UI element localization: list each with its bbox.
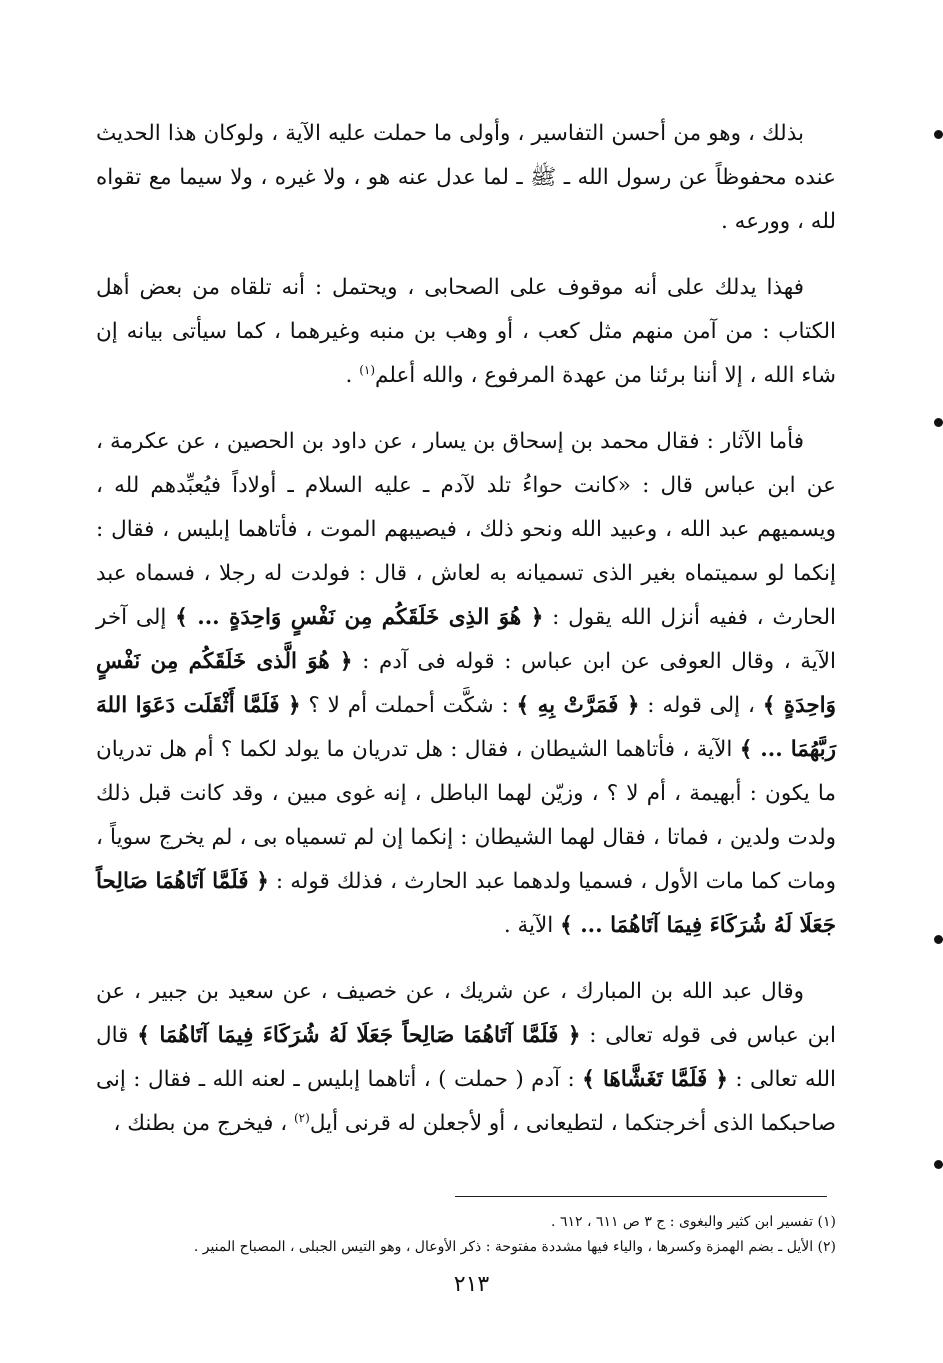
margin-dot — [934, 1160, 943, 1169]
text-segment: . — [345, 363, 360, 388]
quran-quote: ﴿ فَلَمَّا أَثْقَلَت دَعَوَا اللهَ رَبَّهُمَا ... ﴾ — [96, 693, 837, 762]
text-segment: ، فيخرج من بطنك ، — [113, 1111, 294, 1136]
footnote-divider — [455, 1196, 827, 1197]
page-number: ٢١٣ — [453, 1272, 490, 1297]
quran-quote: ﴿ فَلَمَّا آتَاهُمَا صَالِحاً جَعَلَا لَهُ شُرَكَاءَ فِيمَا آتَاهُمَا ... ﴾ — [96, 869, 836, 938]
paragraph-1 — [96, 112, 836, 244]
text-segment: فهذا يدلك على أنه موقوف على الصحابى ، ويحتمل : أنه تلقاه من بعض أهل الكتاب : من آمن منهم مثل كعب ، أو وهب بن منبه وغيرهما ، كما سيأتى بيانه إن شاء الله ، إلا أننا برئنا من عهدة المرفوع ، والله أعلم — [96, 275, 836, 388]
quran-quote: ﴿ هُوَ الذِى خَلَقَكُم مِن نَفْسٍ وَاحِدَةٍ ... ﴾ — [175, 605, 544, 630]
text-segment: فأما الآثار : فقال محمد بن إسحاق بن يسار ، عن داود بن الحصين ، عن عكرمة ، عن ابن عباس قال : «كانت حواءُ تلد لآدم ـ عليه السلام ـ أولاداً فيُعبِّدهم لله ، ويسميهم عبد الله ، وعبيد الله ونحو ذلك ، فيصيبهم الموت ، فأتاهما إبليس ، فقال : إنكما لو سميتماه بغير الذى تسميانه به لعاش ، قال : فولدت له رجلا ، فسماه عبد الحارث ، ففيه أنزل الله يقول : — [96, 429, 836, 630]
text-segment: : آدم ( حملت ) ، أتاهما إبليس ـ لعنه الله ـ فقال : إنى صاحبكما الذى أخرجتكما ، لتطيعانى ، أو لأجعلن له قرنى أيل — [96, 1067, 836, 1136]
text-segment: وقال عبد الله بن المبارك ، عن شريك ، عن خصيف ، عن سعيد بن جبير ، عن ابن عباس فى قوله تعالى : — [96, 979, 836, 1048]
text-segment: بذلك ، وهو من أحسن التفاسير ، وأولى ما حملت عليه الآية ، ولوكان هذا الحديث عنده محفوظاً عن رسول الله ـ ﷺ ـ لما عدل عنه هو ، ولا غيره ، ولا سيما مع تقواه لله ، وورعه . — [96, 121, 836, 234]
margin-dot — [934, 935, 943, 944]
footnote-ref: (١) — [359, 362, 376, 377]
page-body — [96, 112, 836, 1168]
margin-dot — [934, 130, 943, 139]
paragraph-3 — [96, 420, 836, 948]
quran-quote: ﴿ فَمَرَّتْ بِهِ ﴾ — [516, 693, 640, 718]
footnotes — [96, 1210, 836, 1260]
footnote-ref: (٢) — [293, 1110, 310, 1125]
footnote-1: (١) تفسير ابن كثير والبغوى : ج ٣ ص ٦١١ ، ٦١٢ . — [551, 1214, 836, 1230]
quran-quote: ﴿ فَلَمَّا تَغَشَّاهَا ﴾ — [582, 1067, 728, 1092]
text-segment: قال الله تعالى : — [96, 1023, 836, 1092]
margin-dot — [934, 418, 943, 427]
quran-quote: ﴿ هُوَ الَّذى خَلَقَكُم مِن نَفْسٍ وَاحِدَةٍ ﴾ — [96, 649, 836, 718]
quran-quote: ﴿ فَلَمَّا آتَاهُمَا صَالِحاً جَعَلَا لَهُ شُرَكَاءَ فِيمَا آتَاهُمَا ﴾ — [137, 1023, 581, 1048]
paragraph-2 — [96, 266, 836, 398]
text-segment: إلى آخر الآية ، وقال العوفى عن ابن عباس : قوله فى آدم : — [96, 605, 836, 674]
text-segment: : شكَّت أحملت أم لا ؟ — [300, 693, 517, 718]
paragraph-4 — [96, 970, 836, 1146]
text-segment: الآية ، فأتاهما الشيطان ، فقال : هل تدريان ما يولد لكما ؟ أم هل تدريان ما يكون : أبهيمة ، أم لا ؟ ، وزيّن لهما الباطل ، إنه غوى مبين ، وقد كانت قبل ذلك ولدت ولدين ، فماتا ، فقال لهما الشيطان : إنكما إن لم تسمياه بى ، لم يخرج سوياً ، ومات كما مات الأول ، فسميا ولدهما عبد الحارث ، فذلك قوله : — [96, 737, 836, 894]
text-segment: الآية . — [503, 913, 561, 938]
footnote-2: (٢) الأيل ـ بضم الهمزة وكسرها ، والياء فيها مشددة مفتوحة : ذكر الأوعال ، وهو التيس الجبلى ، المصباح المنير . — [193, 1239, 836, 1255]
text-segment: ، إلى قوله : — [639, 693, 763, 718]
